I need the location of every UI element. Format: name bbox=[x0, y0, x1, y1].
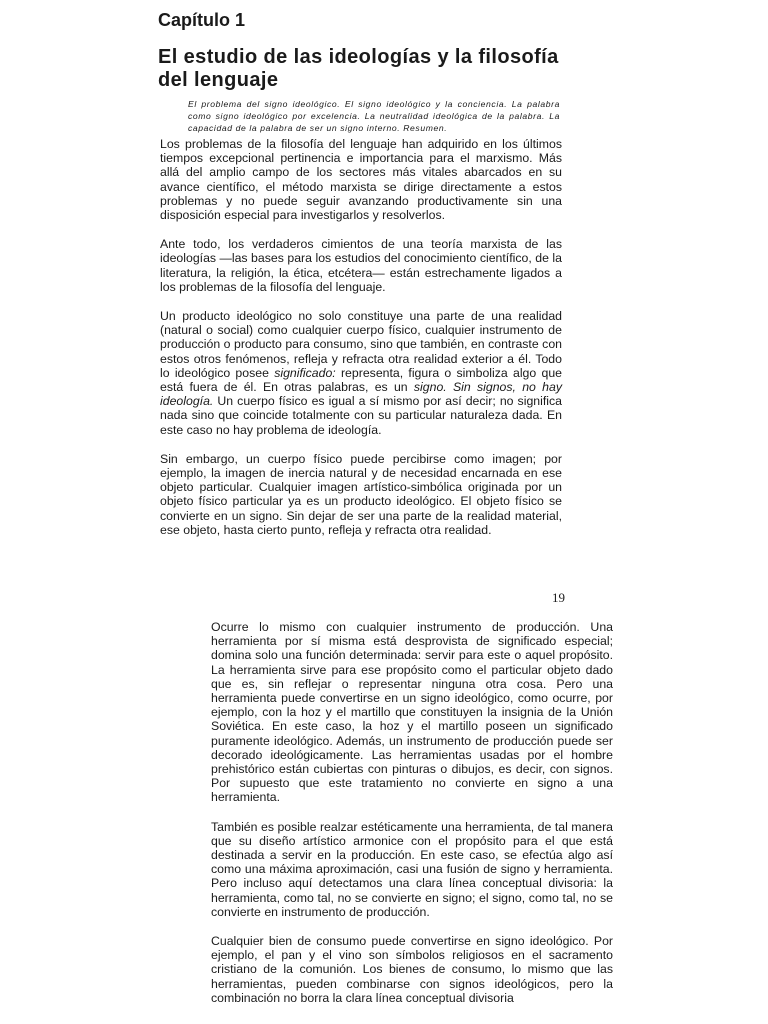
paragraph-text: Un producto ideológico no solo constituye una parte de una realidad (natural o social) como cualquier cuerpo físico, cualquier instrumento de producción o producto para consumo, sino que también, en contraste con estos otros fenómenos, refleja y refracta otra realidad exterior a él. Todo lo ideológico posee bbox=[160, 309, 562, 380]
paragraph: Ocurre lo mismo con cualquier instrumento de producción. Una herramienta por sí misma está desprovista de significado especial; domina solo una función determinada: servir para este o aquel propósito. La herramienta sirve para ese propósito como el particular objeto dado que es, sin reflejar o representar ninguna otra cosa. Pero una herramienta puede convertirse en un signo ideológico, como ocurre, por ejemplo, con la hoz y el martillo que constituyen la insignia de la Unión Soviética. En este caso, la hoz y el martillo poseen un significado puramente ideológico. Además, un instrumento de producción puede ser decorado ideológicamente. Las herramientas usadas por el hombre prehistórico están cubiertas con pinturas o dibujos, es decir, con signos. Por supuesto que este tratamiento no convierte en signo a una herramienta. bbox=[211, 620, 613, 805]
chapter-summary: El problema del signo ideológico. El signo ideológico y la conciencia. La palabra como signo ideológico por excelencia. La neutralidad ideológica de la palabra. La capacidad de la palabra de ser un signo interno. Resumen. bbox=[188, 99, 560, 133]
paragraph: Los problemas de la filosofía del lenguaje han adquirido en los últimos tiempos excepcional pertinencia e importancia para el marxismo. Más allá del amplio campo de los sectores más vitales abarcados en su avance científico, el método marxista se dirige directamente a estos problemas y no puede seguir avanzando productivamente sin una disposición especial para investigarlos y resolverlos. bbox=[160, 137, 562, 223]
paragraph: Cualquier bien de consumo puede convertirse en signo ideológico. Por ejemplo, el pan y el vino son símbolos religiosos en el sacramento cristiano de la comunión. Los bienes de consumo, lo mismo que las herramientas, pueden combinarse con signos ideológicos, pero la combinación no borra la clara línea conceptual divisoria bbox=[211, 934, 613, 1005]
emphasis-text: significado: bbox=[274, 365, 336, 380]
paragraph bbox=[160, 309, 562, 437]
paragraph: Ante todo, los verdaderos cimientos de una teoría marxista de las ideologías —las bases para los estudios del conocimiento científico, de la literatura, la religión, la ética, etcétera— están estrechamente ligados a los problemas de la filosofía del lenguaje. bbox=[160, 237, 562, 294]
paragraph-text: Un cuerpo físico es igual a sí mismo por así decir; no significa nada sino que coincide totalmente con su particular naturaleza dada. En este caso no hay problema de ideología. bbox=[160, 394, 562, 437]
paragraph: También es posible realzar estéticamente una herramienta, de tal manera que su diseño artístico armonice con el propósito para el que está destinada a servir en la producción. En este caso, se efectúa algo así como una máxima aproximación, casi una fusión de signo y herramienta. Pero incluso aquí detectamos una clara línea conceptual divisoria: la herramienta, como tal, no se convierte en signo; el signo, como tal, no se convierte en instrumento de producción. bbox=[211, 819, 613, 919]
chapter-label: Capítulo 1 bbox=[158, 10, 246, 30]
paragraph: Sin embargo, un cuerpo físico puede percibirse como imagen; por ejemplo, la imagen de inercia natural y de necesidad encarnada en ese objeto particular. Cualquier imagen artístico-simbólica originada por un objeto físico particular ya es un producto ideológico. El objeto físico se convierte en un signo. Sin dejar de ser una parte de la realidad material, ese objeto, hasta cierto punto, refleja y refracta otra realidad. bbox=[160, 451, 562, 537]
page-body-bottom bbox=[211, 620, 613, 1020]
chapter-title: El estudio de las ideologías y la filosofía del lenguaje bbox=[158, 46, 559, 91]
page-body-top bbox=[160, 137, 562, 552]
paragraph-text: representa, figura o simboliza algo que está fuera de él. En otras palabras, es un bbox=[160, 365, 562, 395]
page-number: 19 bbox=[552, 590, 565, 605]
emphasis-text: signo. Sin signos, no hay ideología. bbox=[160, 380, 562, 409]
